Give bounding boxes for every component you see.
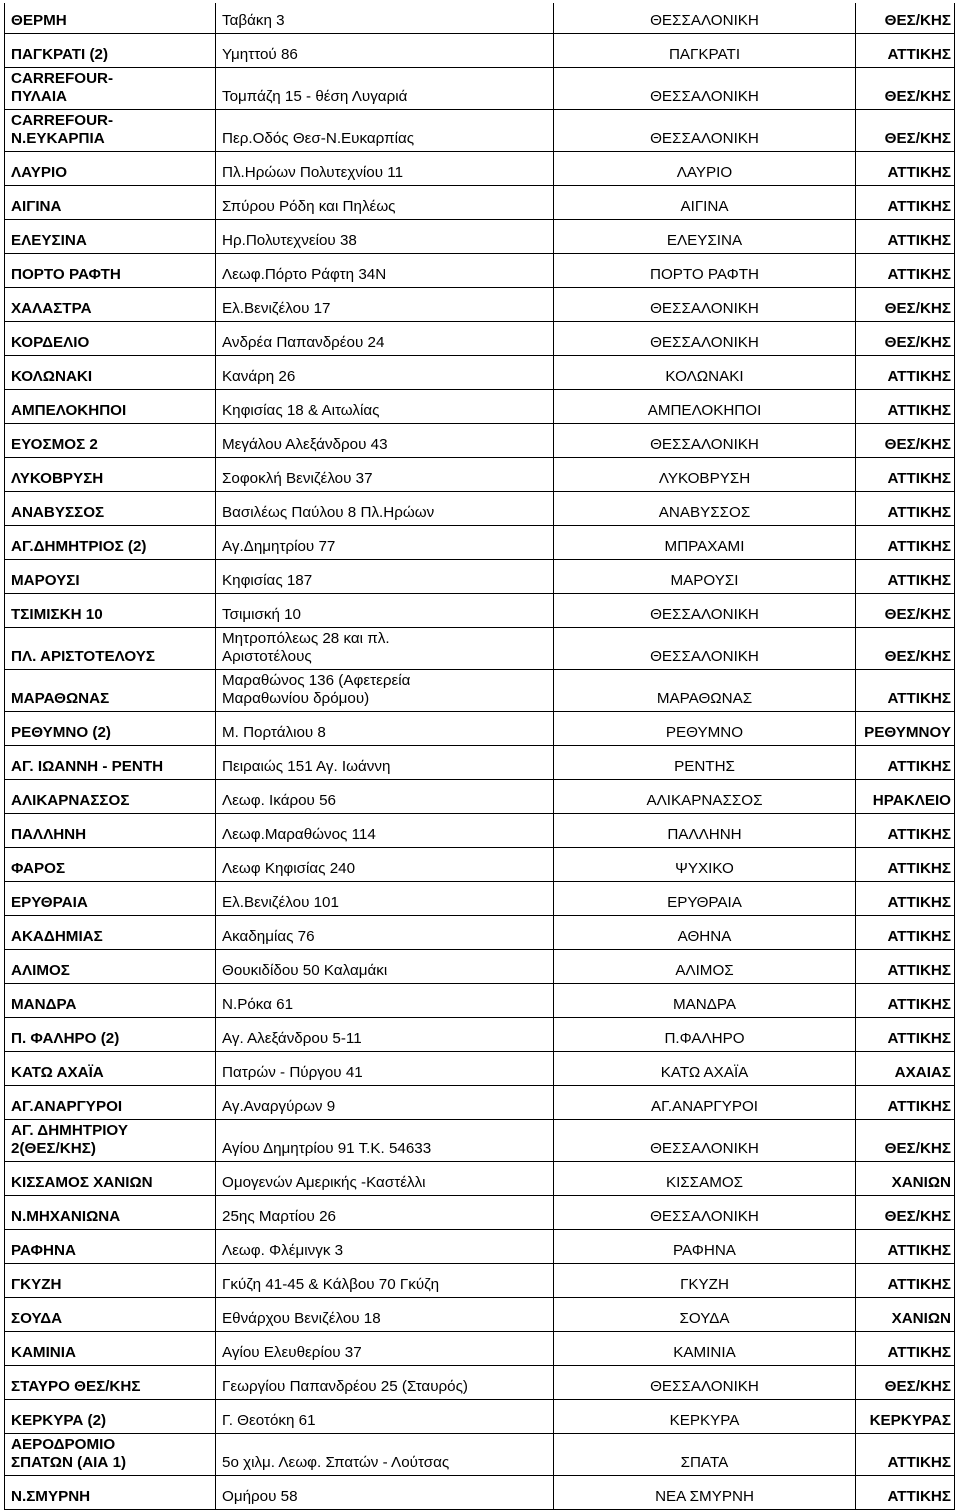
table-row bbox=[5, 1476, 955, 1510]
address-cell: 25ης Μαρτίου 26 bbox=[216, 1196, 554, 1230]
table-row bbox=[5, 288, 955, 322]
address-cell: Κηφισίας 187 bbox=[216, 560, 554, 594]
region-cell: ΑΤΤΙΚΗΣ bbox=[856, 186, 955, 220]
address-cell: Ταβάκη 3 bbox=[216, 3, 554, 34]
city-cell: ΑΜΠΕΛΟΚΗΠΟΙ bbox=[554, 390, 856, 424]
address-cell: Ν.Ρόκα 61 bbox=[216, 984, 554, 1018]
city-cell: ΘΕΣΣΑΛΟΝΙΚΗ bbox=[554, 110, 856, 152]
store-name-cell: Ν.ΣΜΥΡΝΗ bbox=[5, 1476, 216, 1510]
store-name-cell: ΑΙΓΙΝΑ bbox=[5, 186, 216, 220]
store-name-cell: ΚΙΣΣΑΜΟΣ ΧΑΝΙΩΝ bbox=[5, 1162, 216, 1196]
region-cell: ΑΤΤΙΚΗΣ bbox=[856, 492, 955, 526]
table-row bbox=[5, 526, 955, 560]
store-name-cell: ΚΟΡΔΕΛΙΟ bbox=[5, 322, 216, 356]
region-cell: ΘΕΣ/ΚΗΣ bbox=[856, 1366, 955, 1400]
region-cell: ΘΕΣ/ΚΗΣ bbox=[856, 424, 955, 458]
region-cell: ΧΑΝΙΩΝ bbox=[856, 1298, 955, 1332]
address-cell: Γ. Θεοτόκη 61 bbox=[216, 1400, 554, 1434]
region-cell: ΘΕΣ/ΚΗΣ bbox=[856, 1196, 955, 1230]
region-cell: ΘΕΣ/ΚΗΣ bbox=[856, 68, 955, 110]
store-name-cell: ΚΑΤΩ ΑΧΑΪΑ bbox=[5, 1052, 216, 1086]
store-name-cell: ΜΑΡΑΘΩΝΑΣ bbox=[5, 670, 216, 712]
stores-table-body bbox=[5, 3, 955, 1510]
table-row bbox=[5, 1230, 955, 1264]
region-cell: ΧΑΝΙΩΝ bbox=[856, 1162, 955, 1196]
address-cell: 5ο χιλμ. Λεωφ. Σπατών - Λούτσας bbox=[216, 1434, 554, 1476]
city-cell: ΜΑΝΔΡΑ bbox=[554, 984, 856, 1018]
city-cell: ΠΑΛΛΗΝΗ bbox=[554, 814, 856, 848]
store-name-cell: ΑΚΑΔΗΜΙΑΣ bbox=[5, 916, 216, 950]
address-cell: Βασιλέως Παύλου 8 Πλ.Ηρώων bbox=[216, 492, 554, 526]
region-cell: ΑΤΤΙΚΗΣ bbox=[856, 1264, 955, 1298]
region-cell: ΑΤΤΙΚΗΣ bbox=[856, 526, 955, 560]
address-cell: Κανάρη 26 bbox=[216, 356, 554, 390]
region-cell: ΘΕΣ/ΚΗΣ bbox=[856, 322, 955, 356]
city-cell: ΛΑΥΡΙΟ bbox=[554, 152, 856, 186]
city-cell: ΑΛΙΜΟΣ bbox=[554, 950, 856, 984]
region-cell: ΑΤΤΙΚΗΣ bbox=[856, 1434, 955, 1476]
address-cell: Ομογενών Αμερικής -Καστέλλι bbox=[216, 1162, 554, 1196]
address-cell: Λεωφ.Μαραθώνος 114 bbox=[216, 814, 554, 848]
table-row bbox=[5, 916, 955, 950]
region-cell: ΑΤΤΙΚΗΣ bbox=[856, 220, 955, 254]
store-name-cell: ΑΜΠΕΛΟΚΗΠΟΙ bbox=[5, 390, 216, 424]
store-name-cell: ΘΕΡΜΗ bbox=[5, 3, 216, 34]
region-cell: ΑΤΤΙΚΗΣ bbox=[856, 916, 955, 950]
table-row bbox=[5, 152, 955, 186]
table-row bbox=[5, 424, 955, 458]
store-name-cell: ΑΓ.ΔΗΜΗΤΡΙΟΣ (2) bbox=[5, 526, 216, 560]
region-cell: ΑΤΤΙΚΗΣ bbox=[856, 254, 955, 288]
address-cell: Εθνάρχου Βενιζέλου 18 bbox=[216, 1298, 554, 1332]
region-cell: ΑΤΤΙΚΗΣ bbox=[856, 950, 955, 984]
city-cell: ΘΕΣΣΑΛΟΝΙΚΗ bbox=[554, 424, 856, 458]
table-row bbox=[5, 1196, 955, 1230]
address-cell: Γκύζη 41-45 & Κάλβου 70 Γκύζη bbox=[216, 1264, 554, 1298]
address-cell: Μητροπόλεως 28 και πλ. Αριστοτέλους bbox=[216, 628, 554, 670]
city-cell: ΘΕΣΣΑΛΟΝΙΚΗ bbox=[554, 1366, 856, 1400]
address-cell: Θουκιδίδου 50 Καλαμάκι bbox=[216, 950, 554, 984]
table-row bbox=[5, 882, 955, 916]
region-cell: ΑΤΤΙΚΗΣ bbox=[856, 1230, 955, 1264]
address-cell: Λεωφ.Πόρτο Ράφτη 34Ν bbox=[216, 254, 554, 288]
city-cell: ΘΕΣΣΑΛΟΝΙΚΗ bbox=[554, 68, 856, 110]
store-name-cell: Π. ΦΑΛΗΡΟ (2) bbox=[5, 1018, 216, 1052]
region-cell: ΑΤΤΙΚΗΣ bbox=[856, 560, 955, 594]
address-cell: Τσιμισκή 10 bbox=[216, 594, 554, 628]
address-cell: Αγ. Αλεξάνδρου 5-11 bbox=[216, 1018, 554, 1052]
table-row bbox=[5, 1120, 955, 1162]
address-cell: Περ.Οδός Θεσ-Ν.Ευκαρπίας bbox=[216, 110, 554, 152]
region-cell: ΑΤΤΙΚΗΣ bbox=[856, 882, 955, 916]
table-row bbox=[5, 1366, 955, 1400]
store-name-cell: ΑΓ. ΙΩΑΝΝΗ - ΡΕΝΤΗ bbox=[5, 746, 216, 780]
table-row bbox=[5, 110, 955, 152]
store-name-cell: ΠΟΡΤΟ ΡΑΦΤΗ bbox=[5, 254, 216, 288]
city-cell: ΝΕΑ ΣΜΥΡΝΗ bbox=[554, 1476, 856, 1510]
table-row bbox=[5, 356, 955, 390]
region-cell: ΑΤΤΙΚΗΣ bbox=[856, 34, 955, 68]
table-row bbox=[5, 220, 955, 254]
store-name-cell: ΡΕΘΥΜΝΟ (2) bbox=[5, 712, 216, 746]
table-row bbox=[5, 1298, 955, 1332]
store-name-cell: ΛΥΚΟΒΡΥΣΗ bbox=[5, 458, 216, 492]
table-row bbox=[5, 594, 955, 628]
table-row bbox=[5, 458, 955, 492]
store-name-cell: CARREFOUR- Ν.ΕΥΚΑΡΠΙΑ bbox=[5, 110, 216, 152]
address-cell: Μαραθώνος 136 (Αφετερεία Μαραθωνίου δρόμου) bbox=[216, 670, 554, 712]
store-name-cell: ΣΤΑΥΡΟ ΘΕΣ/ΚΗΣ bbox=[5, 1366, 216, 1400]
city-cell: ΘΕΣΣΑΛΟΝΙΚΗ bbox=[554, 1196, 856, 1230]
address-cell: Αγ.Δημητρίου 77 bbox=[216, 526, 554, 560]
table-row bbox=[5, 670, 955, 712]
city-cell: ΘΕΣΣΑΛΟΝΙΚΗ bbox=[554, 322, 856, 356]
store-name-cell: ΓΚΥΖΗ bbox=[5, 1264, 216, 1298]
address-cell: Αγίου Δημητρίου 91 Τ.Κ. 54633 bbox=[216, 1120, 554, 1162]
city-cell: ΘΕΣΣΑΛΟΝΙΚΗ bbox=[554, 594, 856, 628]
table-row bbox=[5, 848, 955, 882]
store-name-cell: ΧΑΛΑΣΤΡΑ bbox=[5, 288, 216, 322]
store-name-cell: ΜΑΡΟΥΣΙ bbox=[5, 560, 216, 594]
table-row bbox=[5, 780, 955, 814]
region-cell: ΑΤΤΙΚΗΣ bbox=[856, 1476, 955, 1510]
table-row bbox=[5, 712, 955, 746]
city-cell: ΨΥΧΙΚΟ bbox=[554, 848, 856, 882]
address-cell: Μεγάλου Αλεξάνδρου 43 bbox=[216, 424, 554, 458]
table-row bbox=[5, 628, 955, 670]
region-cell: ΘΕΣ/ΚΗΣ bbox=[856, 628, 955, 670]
city-cell: ΚΙΣΣΑΜΟΣ bbox=[554, 1162, 856, 1196]
city-cell: ΑΓ.ΑΝΑΡΓΥΡΟΙ bbox=[554, 1086, 856, 1120]
address-cell: Υμηττού 86 bbox=[216, 34, 554, 68]
city-cell: ΛΥΚΟΒΡΥΣΗ bbox=[554, 458, 856, 492]
city-cell: ΣΟΥΔΑ bbox=[554, 1298, 856, 1332]
address-cell: Σοφοκλή Βενιζέλου 37 bbox=[216, 458, 554, 492]
table-row bbox=[5, 254, 955, 288]
city-cell: ΑΝΑΒΥΣΣΟΣ bbox=[554, 492, 856, 526]
table-row bbox=[5, 390, 955, 424]
region-cell: ΑΤΤΙΚΗΣ bbox=[856, 1332, 955, 1366]
city-cell: ΘΕΣΣΑΛΟΝΙΚΗ bbox=[554, 288, 856, 322]
city-cell: ΓΚΥΖΗ bbox=[554, 1264, 856, 1298]
region-cell: ΘΕΣ/ΚΗΣ bbox=[856, 594, 955, 628]
store-name-cell: ΣΟΥΔΑ bbox=[5, 1298, 216, 1332]
stores-table bbox=[4, 3, 955, 1510]
city-cell: ΚΕΡΚΥΡΑ bbox=[554, 1400, 856, 1434]
city-cell: ΜΠΡΑΧΑΜΙ bbox=[554, 526, 856, 560]
address-cell: Ακαδημίας 76 bbox=[216, 916, 554, 950]
region-cell: ΑΧΑΙΑΣ bbox=[856, 1052, 955, 1086]
address-cell: Πλ.Ηρώων Πολυτεχνίου 11 bbox=[216, 152, 554, 186]
address-cell: Γεωργίου Παπανδρέου 25 (Σταυρός) bbox=[216, 1366, 554, 1400]
store-name-cell: Ν.ΜΗΧΑΝΙΩΝΑ bbox=[5, 1196, 216, 1230]
store-name-cell: ΕΥΟΣΜΟΣ 2 bbox=[5, 424, 216, 458]
city-cell: ΘΕΣΣΑΛΟΝΙΚΗ bbox=[554, 628, 856, 670]
region-cell: ΑΤΤΙΚΗΣ bbox=[856, 458, 955, 492]
region-cell: ΑΤΤΙΚΗΣ bbox=[856, 356, 955, 390]
region-cell: ΑΤΤΙΚΗΣ bbox=[856, 984, 955, 1018]
store-name-cell: ΠΑΛΛΗΝΗ bbox=[5, 814, 216, 848]
store-name-cell: ΛΑΥΡΙΟ bbox=[5, 152, 216, 186]
store-name-cell: ΡΑΦΗΝΑ bbox=[5, 1230, 216, 1264]
table-row bbox=[5, 1052, 955, 1086]
store-name-cell: ΚΕΡΚΥΡΑ (2) bbox=[5, 1400, 216, 1434]
region-cell: ΗΡΑΚΛΕΙΟ bbox=[856, 780, 955, 814]
city-cell: ΚΑΤΩ ΑΧΑΪΑ bbox=[554, 1052, 856, 1086]
region-cell: ΘΕΣ/ΚΗΣ bbox=[856, 288, 955, 322]
store-name-cell: CARREFOUR- ΠΥΛΑΙΑ bbox=[5, 68, 216, 110]
store-name-cell: ΚΑΜΙΝΙΑ bbox=[5, 1332, 216, 1366]
region-cell: ΡΕΘΥΜΝΟΥ bbox=[856, 712, 955, 746]
address-cell: Λεωφ. Φλέμινγκ 3 bbox=[216, 1230, 554, 1264]
region-cell: ΑΤΤΙΚΗΣ bbox=[856, 1086, 955, 1120]
table-row bbox=[5, 814, 955, 848]
city-cell: ΣΠΑΤΑ bbox=[554, 1434, 856, 1476]
address-cell: Πειραιώς 151 Αγ. Ιωάννη bbox=[216, 746, 554, 780]
table-row bbox=[5, 1264, 955, 1298]
city-cell: ΚΟΛΩΝΑΚΙ bbox=[554, 356, 856, 390]
region-cell: ΑΤΤΙΚΗΣ bbox=[856, 1018, 955, 1052]
store-name-cell: ΑΓ.ΑΝΑΡΓΥΡΟΙ bbox=[5, 1086, 216, 1120]
table-row bbox=[5, 1400, 955, 1434]
city-cell: ΑΛΙΚΑΡΝΑΣΣΟΣ bbox=[554, 780, 856, 814]
address-cell: Αγίου Ελευθερίου 37 bbox=[216, 1332, 554, 1366]
region-cell: ΑΤΤΙΚΗΣ bbox=[856, 670, 955, 712]
store-name-cell: ΑΝΑΒΥΣΣΟΣ bbox=[5, 492, 216, 526]
store-name-cell: ΠΛ. ΑΡΙΣΤΟΤΕΛΟΥΣ bbox=[5, 628, 216, 670]
region-cell: ΑΤΤΙΚΗΣ bbox=[856, 152, 955, 186]
address-cell: Λεωφ. Ικάρου 56 bbox=[216, 780, 554, 814]
store-name-cell: ΤΣΙΜΙΣΚΗ 10 bbox=[5, 594, 216, 628]
table-row bbox=[5, 950, 955, 984]
region-cell: ΘΕΣ/ΚΗΣ bbox=[856, 3, 955, 34]
city-cell: ΜΑΡΟΥΣΙ bbox=[554, 560, 856, 594]
store-name-cell: ΑΛΙΜΟΣ bbox=[5, 950, 216, 984]
table-row bbox=[5, 1018, 955, 1052]
table-row bbox=[5, 186, 955, 220]
store-name-cell: ΚΟΛΩΝΑΚΙ bbox=[5, 356, 216, 390]
table-row bbox=[5, 984, 955, 1018]
city-cell: ΕΡΥΘΡΑΙΑ bbox=[554, 882, 856, 916]
region-cell: ΚΕΡΚΥΡΑΣ bbox=[856, 1400, 955, 1434]
city-cell: ΠΑΓΚΡΑΤΙ bbox=[554, 34, 856, 68]
region-cell: ΑΤΤΙΚΗΣ bbox=[856, 848, 955, 882]
region-cell: ΘΕΣ/ΚΗΣ bbox=[856, 1120, 955, 1162]
address-cell: Ελ.Βενιζέλου 17 bbox=[216, 288, 554, 322]
city-cell: ΑΙΓΙΝΑ bbox=[554, 186, 856, 220]
address-cell: Σπύρου Ρόδη και Πηλέως bbox=[216, 186, 554, 220]
table-row bbox=[5, 492, 955, 526]
table-row bbox=[5, 1332, 955, 1366]
city-cell: ΡΑΦΗΝΑ bbox=[554, 1230, 856, 1264]
city-cell: ΘΕΣΣΑΛΟΝΙΚΗ bbox=[554, 3, 856, 34]
table-row bbox=[5, 1162, 955, 1196]
table-row bbox=[5, 1434, 955, 1476]
address-cell: Ηρ.Πολυτεχνείου 38 bbox=[216, 220, 554, 254]
store-name-cell: ΑΓ. ΔΗΜΗΤΡΙΟΥ 2(ΘΕΣ/ΚΗΣ) bbox=[5, 1120, 216, 1162]
region-cell: ΑΤΤΙΚΗΣ bbox=[856, 814, 955, 848]
table-row bbox=[5, 746, 955, 780]
table-row bbox=[5, 322, 955, 356]
address-cell: Τομπάζη 15 - θέση Λυγαριά bbox=[216, 68, 554, 110]
table-row bbox=[5, 560, 955, 594]
city-cell: ΘΕΣΣΑΛΟΝΙΚΗ bbox=[554, 1120, 856, 1162]
store-name-cell: ΕΡΥΘΡΑΙΑ bbox=[5, 882, 216, 916]
region-cell: ΑΤΤΙΚΗΣ bbox=[856, 390, 955, 424]
city-cell: ΡΕΘΥΜΝΟ bbox=[554, 712, 856, 746]
address-cell: Ανδρέα Παπανδρέου 24 bbox=[216, 322, 554, 356]
address-cell: Ελ.Βενιζέλου 101 bbox=[216, 882, 554, 916]
city-cell: ΠΟΡΤΟ ΡΑΦΤΗ bbox=[554, 254, 856, 288]
store-name-cell: ΑΕΡΟΔΡΟΜΙΟ ΣΠΑΤΩΝ (ΑΙΑ 1) bbox=[5, 1434, 216, 1476]
city-cell: ΕΛΕΥΣΙΝΑ bbox=[554, 220, 856, 254]
city-cell: ΜΑΡΑΘΩΝΑΣ bbox=[554, 670, 856, 712]
region-cell: ΘΕΣ/ΚΗΣ bbox=[856, 110, 955, 152]
table-row bbox=[5, 1086, 955, 1120]
address-cell: Μ. Πορτάλιου 8 bbox=[216, 712, 554, 746]
city-cell: Π.ΦΑΛΗΡΟ bbox=[554, 1018, 856, 1052]
table-row bbox=[5, 34, 955, 68]
table-row bbox=[5, 68, 955, 110]
address-cell: Ομήρου 58 bbox=[216, 1476, 554, 1510]
store-name-cell: ΜΑΝΔΡΑ bbox=[5, 984, 216, 1018]
city-cell: ΡΕΝΤΗΣ bbox=[554, 746, 856, 780]
address-cell: Πατρών - Πύργου 41 bbox=[216, 1052, 554, 1086]
address-cell: Αγ.Αναργύρων 9 bbox=[216, 1086, 554, 1120]
address-cell: Λεωφ Κηφισίας 240 bbox=[216, 848, 554, 882]
store-name-cell: ΕΛΕΥΣΙΝΑ bbox=[5, 220, 216, 254]
region-cell: ΑΤΤΙΚΗΣ bbox=[856, 746, 955, 780]
city-cell: ΚΑΜΙΝΙΑ bbox=[554, 1332, 856, 1366]
store-name-cell: ΠΑΓΚΡΑΤΙ (2) bbox=[5, 34, 216, 68]
city-cell: ΑΘΗΝΑ bbox=[554, 916, 856, 950]
table-row bbox=[5, 3, 955, 34]
store-name-cell: ΦΑΡΟΣ bbox=[5, 848, 216, 882]
address-cell: Κηφισίας 18 & Αιτωλίας bbox=[216, 390, 554, 424]
store-name-cell: ΑΛΙΚΑΡΝΑΣΣΟΣ bbox=[5, 780, 216, 814]
